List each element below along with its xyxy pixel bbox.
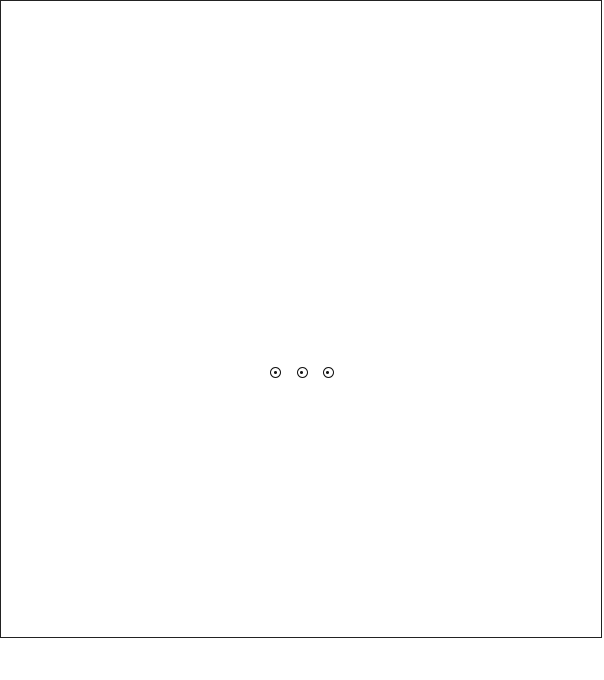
section-divider: [0, 367, 604, 381]
ornament-icon: [323, 367, 334, 378]
paragraph: [10, 507, 594, 524]
paragraph: [10, 640, 594, 657]
ornament-icon: [297, 367, 308, 378]
paragraph: [10, 148, 594, 298]
paragraph: [10, 128, 594, 145]
upper-text-block: [10, 6, 594, 341]
paragraph: [10, 91, 594, 125]
lower-text-block: [10, 384, 594, 680]
paragraph: [10, 600, 594, 617]
paragraph: [10, 321, 594, 338]
paragraph: [10, 547, 594, 597]
paragraph: [10, 487, 594, 504]
paragraph: [10, 301, 594, 318]
paragraph: [10, 527, 594, 544]
paragraph: [10, 620, 594, 637]
ornament-icon: [270, 367, 281, 378]
paragraph: [10, 384, 594, 484]
paragraph: [10, 6, 594, 88]
paragraph: [10, 660, 594, 677]
